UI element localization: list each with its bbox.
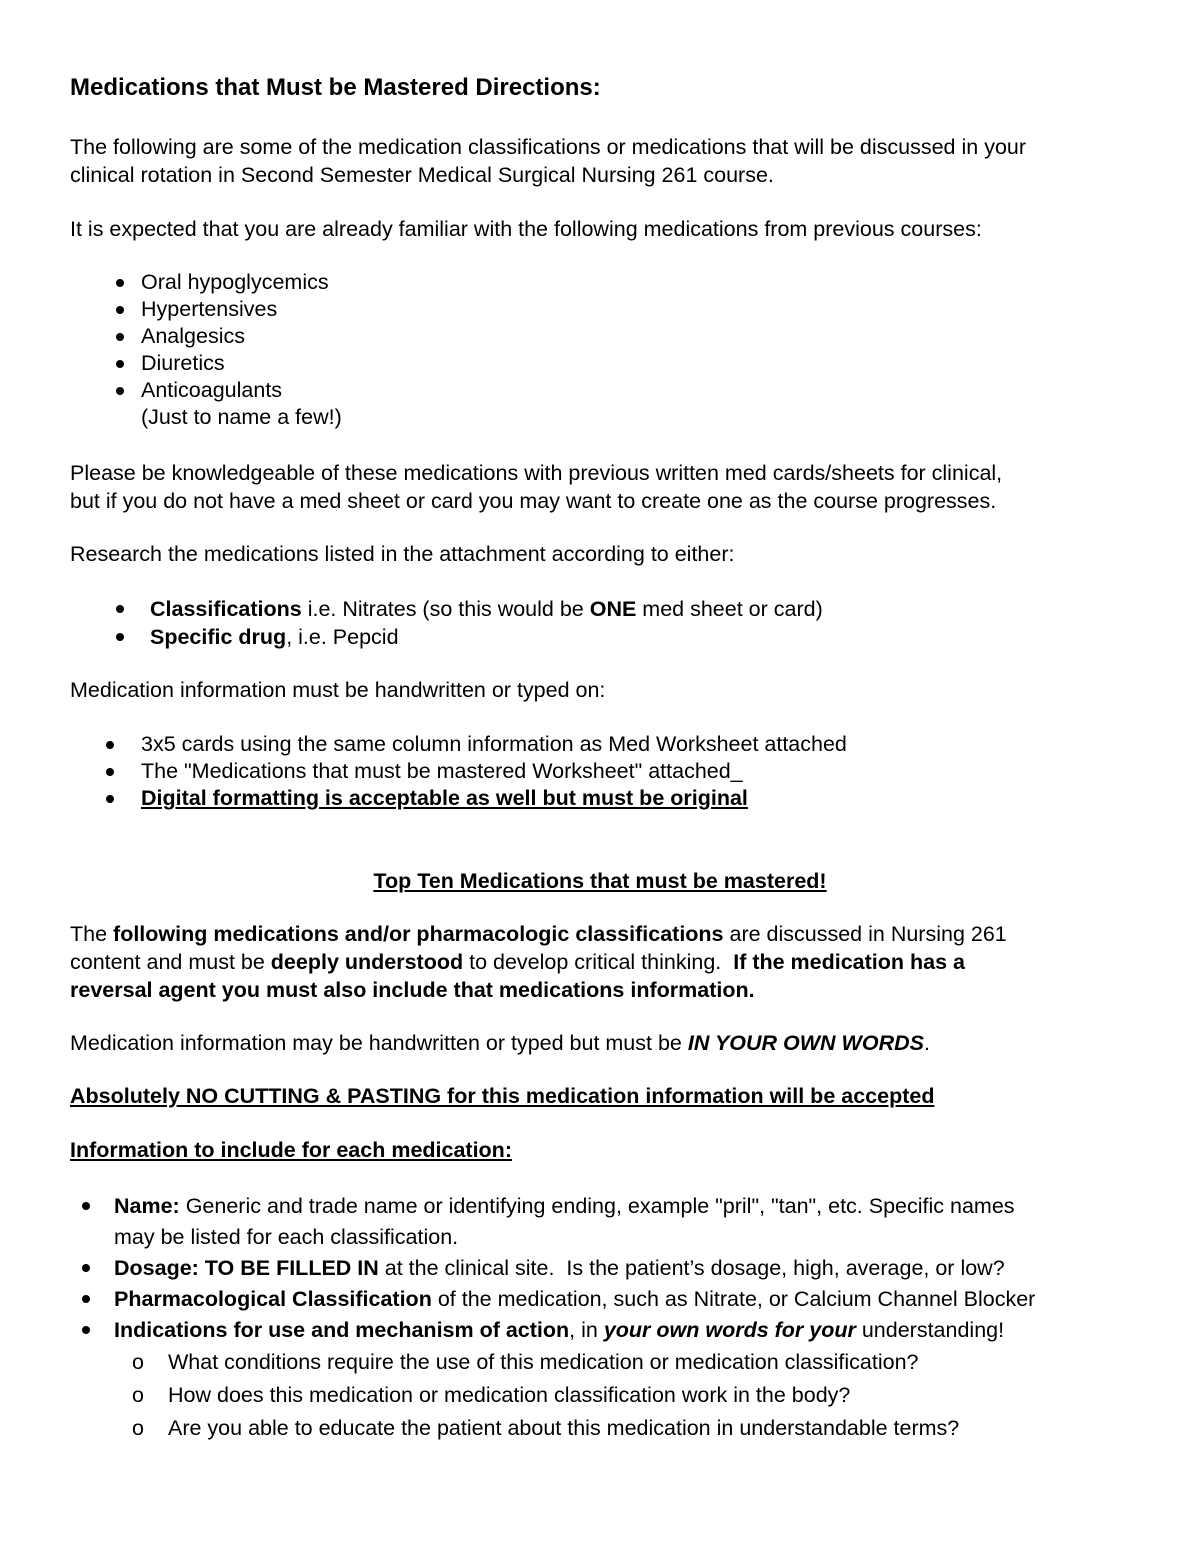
- format-list: [106, 731, 847, 812]
- page-title: Medications that Must be Mastered Directions:: [70, 74, 601, 101]
- research-list: [116, 595, 823, 651]
- list-item: Digital formatting is acceptable as well but must be original: [106, 785, 847, 812]
- list-item: Indications for use and mechanism of action, in your own words for your understanding!: [82, 1315, 1035, 1346]
- list-item: Dosage: TO BE FILLED IN at the clinical site. Is the patient’s dosage, high, average, or low?: [82, 1253, 1035, 1284]
- list-item: Name: Generic and trade name or identifying ending, example "pril", "tan", etc. Specific names: [82, 1191, 1035, 1222]
- list-item: The "Medications that must be mastered Worksheet" attached_: [106, 758, 847, 785]
- intro-paragraph: [70, 133, 1026, 189]
- list-item: 3x5 cards using the same column information as Med Worksheet attached: [106, 731, 847, 758]
- include-sub-list: [132, 1346, 959, 1445]
- bullet-icon: [106, 768, 114, 776]
- bullet-icon: [82, 1202, 90, 1210]
- bullet-icon: [116, 279, 124, 287]
- familiar-medications-list: [116, 269, 342, 431]
- sub-list-item: o How does this medication or medication classification work in the body?: [132, 1379, 959, 1412]
- bullet-icon: [106, 795, 114, 803]
- intro-line-1: The following are some of the medication classifications or medications that will be discussed in your: [70, 135, 1027, 159]
- sub-list-item: o What conditions require the use of this medication or medication classification?: [132, 1346, 959, 1379]
- bullet-icon: [116, 633, 124, 641]
- list-item-continuation: may be listed for each classification.: [114, 1225, 459, 1249]
- knowledge-paragraph: Please be knowledgeable of these medications with previous written med cards/sheets for clinical, but if you do not have a med sheet or card you may want to create one as the course progresses.: [70, 461, 1003, 513]
- include-heading: Information to include for each medication:: [70, 1138, 512, 1162]
- expectation-paragraph: It is expected that you are already familiar with the following medications from previous courses:: [70, 217, 982, 241]
- list-note: (Just to name a few!): [141, 405, 342, 429]
- bullet-icon: [116, 360, 124, 368]
- list-item: Classifications i.e. Nitrates (so this would be ONE med sheet or card): [116, 595, 823, 623]
- format-intro: Medication information must be handwritten or typed on:: [70, 678, 606, 702]
- bullet-icon: [116, 306, 124, 314]
- bullet-icon: [116, 387, 124, 395]
- bullet-icon: [106, 741, 114, 749]
- list-item: Oral hypoglycemics: [116, 269, 342, 296]
- list-item: Hypertensives: [116, 296, 342, 323]
- bullet-icon: [82, 1326, 90, 1334]
- list-item: Anticoagulants: [116, 377, 342, 404]
- list-item: Pharmacological Classification of the medication, such as Nitrate, or Calcium Channel Blocker: [82, 1284, 1035, 1315]
- bullet-icon: [82, 1264, 90, 1272]
- circle-marker-icon: o: [132, 1383, 144, 1407]
- research-intro: Research the medications listed in the attachment according to either:: [70, 542, 735, 566]
- circle-marker-icon: o: [132, 1350, 144, 1374]
- include-list: [82, 1191, 1035, 1346]
- list-item: Diuretics: [116, 350, 342, 377]
- circle-marker-icon: o: [132, 1416, 144, 1440]
- top-ten-heading: Top Ten Medications that must be mastered!: [373, 869, 827, 893]
- no-cut-paste-warning: Absolutely NO CUTTING & PASTING for this medication information will be accepted: [70, 1084, 935, 1108]
- intro-line-2: clinical rotation in Second Semester Medical Surgical Nursing 261 course.: [70, 163, 774, 187]
- bullet-icon: [82, 1295, 90, 1303]
- list-item: Specific drug, i.e. Pepcid: [116, 623, 823, 651]
- bullet-icon: [116, 605, 124, 613]
- top-ten-paragraph: The following medications and/or pharmacologic classifications are discussed in Nursing 261 content and must be deeply understood to develop critical thinking. If the medication has a reversal agent you must also include that medications information.: [70, 922, 1007, 1002]
- bullet-icon: [116, 333, 124, 341]
- sub-list-item: o Are you able to educate the patient about this medication in understandable terms?: [132, 1412, 959, 1445]
- list-item: Analgesics: [116, 323, 342, 350]
- own-words-paragraph: Medication information may be handwritten or typed but must be IN YOUR OWN WORDS.: [70, 1031, 930, 1055]
